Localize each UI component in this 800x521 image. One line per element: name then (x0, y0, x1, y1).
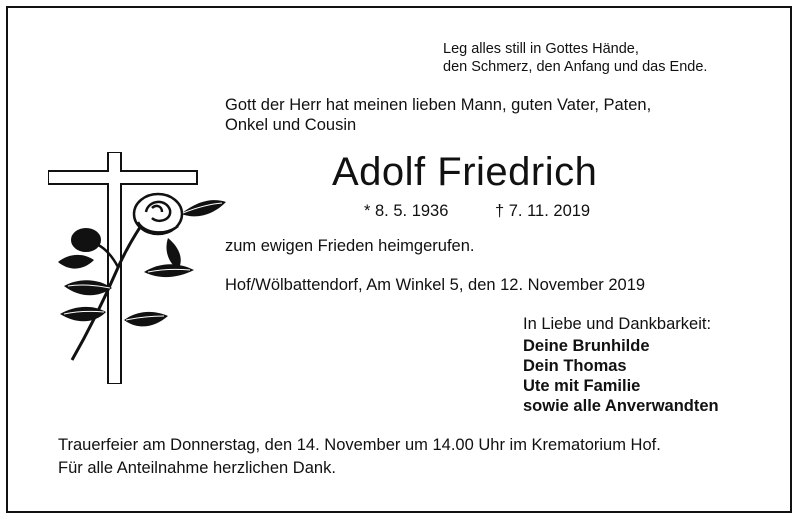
cross-with-rose-icon (48, 152, 228, 389)
birth-date: * 8. 5. 1936 (364, 202, 449, 220)
motto-line-2: den Schmerz, den Anfang und das Ende. (443, 59, 708, 75)
mourner-name: Ute mit Familie (523, 377, 641, 395)
mourners-list (523, 336, 719, 416)
death-date: † 7. 11. 2019 (495, 202, 591, 220)
motto-line-1: Leg alles still in Gottes Hände, (443, 41, 639, 57)
motto (443, 40, 707, 76)
mourner-name: Deine Brunhilde (523, 337, 650, 355)
intro-text (225, 95, 651, 135)
peace-text: zum ewigen Frieden heimgerufen. (225, 237, 475, 255)
intro-line-2: Onkel und Cousin (225, 116, 357, 134)
deceased-name: Adolf Friedrich (332, 150, 598, 194)
footer-text (58, 434, 661, 480)
place-and-date: Hof/Wölbattendorf, Am Winkel 5, den 12. November 2019 (225, 276, 646, 294)
mourners-heading: In Liebe und Dankbarkeit: (523, 315, 712, 333)
funeral-info: Trauerfeier am Donnerstag, den 14. November um 14.00 Uhr im Krematorium Hof. (58, 436, 661, 454)
intro-line-1: Gott der Herr hat meinen lieben Mann, guten Vater, Paten, (225, 96, 652, 114)
mourner-name: Dein Thomas (523, 357, 627, 375)
mourner-name: sowie alle Anverwandten (523, 397, 719, 415)
thanks-line: Für alle Anteilnahme herzlichen Dank. (58, 459, 336, 477)
